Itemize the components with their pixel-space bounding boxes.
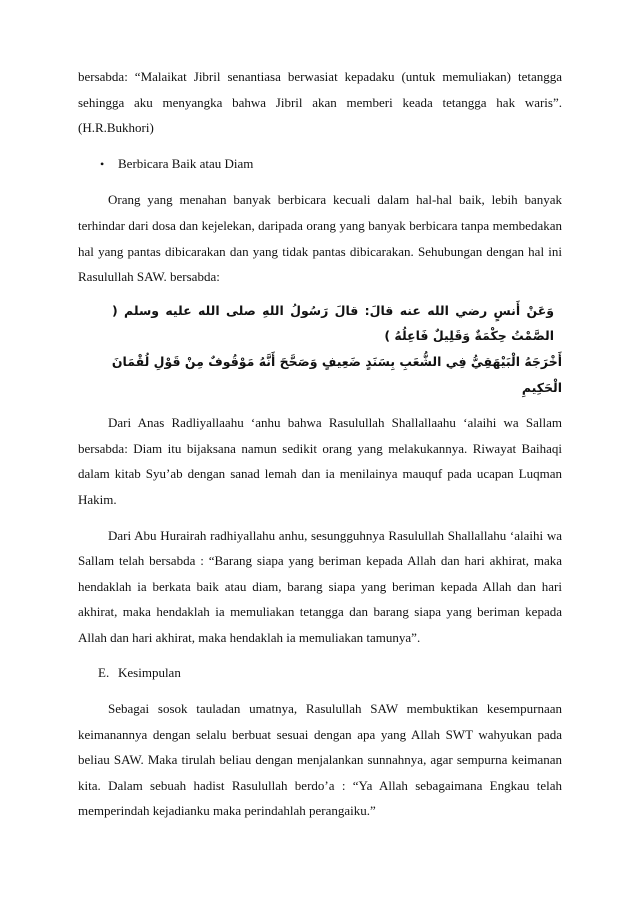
bullet-label: Berbicara Baik atau Diam (118, 155, 254, 171)
bullet-icon: • (100, 156, 105, 171)
bullet-item-berbicara (78, 151, 562, 178)
paragraph-kesimpulan: Sebagai sosok tauladan umatnya, Rasulullah SAW membuktikan kesempurnaan keimanannya dengan selalu berbuat sesuai dengan apa yang Allah SWT wahyukan pada beliau SAW. Maka tirulah beliau dengan menjalankan sunnahnya, agar sempurna keimanan kita. Dalam sebuah hadist Rasulullah berdo’a : “Ya Allah sebagaimana Engkau telah memperindah kejadianku maka perindahlah perangaiku.” (78, 701, 562, 819)
document-page (78, 64, 562, 824)
arabic-hadith-line-1: وَعَنْ أَنسٍ رضي الله عنه قالَ: قالَ رَسُولُ اللهِ صلى الله عليه وسلم ( الصَّمْتُ حِكْمَةٌ وَقَلِيلٌ فَاعِلُهُ ) (112, 302, 554, 344)
section-title: Kesimpulan (118, 665, 181, 681)
paragraph-abu-hurairah-hadith: Dari Abu Hurairah radhiyallahu anhu, sesungguhnya Rasulullah Shallallahu ‘alaihi wa Sallam telah bersabda : “Barang siapa yang beriman kepada Allah dan hari akhirat, maka hendaklah ia berkata baik atau diam, barang siapa yang beriman kepada Allah dan hari akhirat, maka hendaklah ia memuliakan tetangga dan barang siapa yang beriman kepada Allah dan hari akhirat, maka hendaklah ia memuliakan tamunya”. (78, 527, 562, 645)
section-heading-kesimpulan (78, 660, 562, 686)
paragraph-anas-hadith: Dari Anas Radliyallaahu ‘anhu bahwa Rasulullah Shallallaahu ‘alaihi wa Sallam bersabda: Diam itu bijaksana namun sedikit orang yang melakukannya. Riwayat Baihaqi dalam kitab Syu’ab dengan sanad lemah dan ia menilainya mauquf pada ucapan Luqman Hakim. (78, 415, 562, 507)
arabic-hadith-line-2: أَخْرَجَهُ الْبَيْهَقِيُّ فِي الشُّعَبِ بِسَنَدٍ ضَعِيفٍ وَصَحَّحَ أَنَّهُ مَوْقُوفٌ مِنْ قَوْلِ لُقْمَانَ الْحَكِيمِ (111, 353, 562, 395)
section-number: E. (98, 665, 110, 681)
paragraph-bukhori-hadith: bersabda: “Malaikat Jibril senantiasa berwasiat kepadaku (untuk memuliakan) tetangga sehingga aku menyangka bahwa Jibril akan memberi keada tetangga hak waris”. (H.R.Bukhori) (78, 69, 562, 136)
paragraph-menahan-bicara: Orang yang menahan banyak berbicara kecuali dalam hal-hal baik, lebih banyak terhindar dari dosa dan kejelekan, daripada orang yang banyak berbicara tanpa membedakan hal yang pantas dibicarakan dan yang tidak pantas dibicarakan. Sehubungan dengan hal ini Rasulullah SAW. bersabda: (78, 192, 562, 285)
